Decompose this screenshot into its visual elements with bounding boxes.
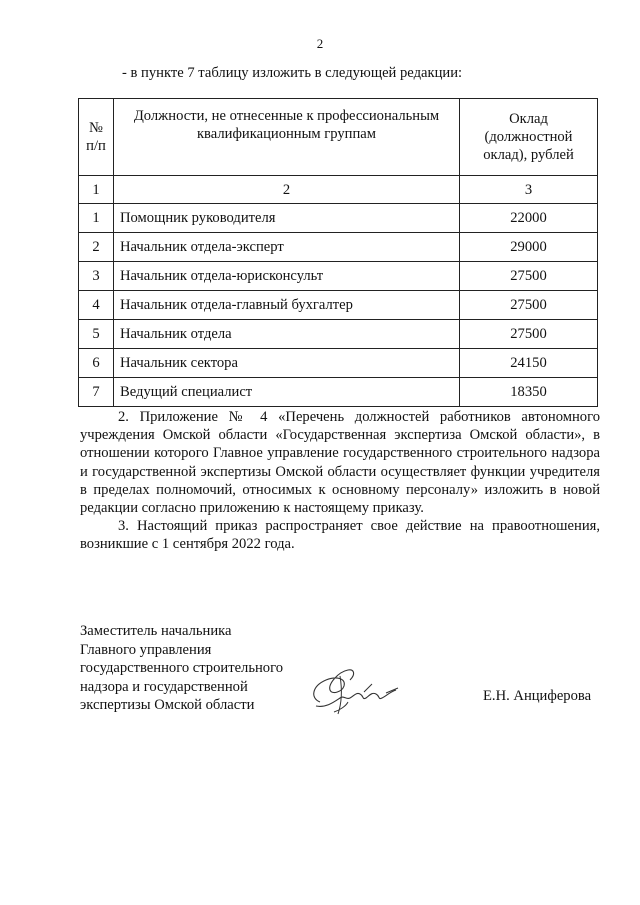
signatory-title-line: Главного управления [80, 641, 212, 658]
column-number: 3 [460, 176, 598, 204]
row-salary: 27500 [460, 320, 598, 349]
signatory-title-line: государственного строительного [80, 660, 284, 677]
row-salary: 24150 [460, 349, 598, 378]
table-row [79, 378, 598, 407]
row-position: Помощник руководителя [114, 204, 460, 233]
row-salary: 27500 [460, 262, 598, 291]
row-salary: 29000 [460, 233, 598, 262]
table-row [79, 349, 598, 378]
row-position: Ведущий специалист [114, 378, 460, 407]
header-position: Должности, не отнесенные к профессиональным квалификационным группам [114, 99, 460, 176]
table-row [79, 320, 598, 349]
row-salary: 18350 [460, 378, 598, 407]
intro-text: - в пункте 7 таблицу изложить в следующей редакции: [122, 65, 463, 81]
paragraph-3: 3. Настоящий приказ распространяет свое действие на правоотношения, возникшие с 1 сентября 2022 года. [80, 518, 600, 553]
column-number: 1 [79, 176, 114, 204]
header-num: № п/п [79, 99, 114, 176]
column-number: 2 [114, 176, 460, 204]
row-num: 7 [79, 378, 114, 407]
page-number: 2 [316, 36, 324, 51]
signatory-title-line: надзора и государственной [80, 678, 248, 695]
table-row [79, 291, 598, 320]
signer-name: Е.Н. Анциферова [483, 688, 592, 704]
paragraph-2: 2. Приложение № 4 «Перечень должностей работников автономного учреждения Омской области «Государственная экспертиза Омской области», в отношении которого Главное управление государственного строительного надзора и государственной экспертизы Омской области осуществляет функции учредителя в пределах полномочий, относимых к основному персоналу» изложить в новой редакции согласно приложению к настоящему приказу. [80, 409, 600, 517]
salary-table [78, 98, 598, 407]
row-position: Начальник отдела-эксперт [114, 233, 460, 262]
handwritten-signature [306, 662, 406, 720]
table-row [79, 233, 598, 262]
table-row [79, 262, 598, 291]
row-position: Начальник отдела-юрисконсульт [114, 262, 460, 291]
signatory-title-line: Заместитель начальника [80, 623, 232, 639]
row-num: 2 [79, 233, 114, 262]
row-num: 6 [79, 349, 114, 378]
column-number-row [79, 176, 598, 204]
row-num: 5 [79, 320, 114, 349]
signatory-title-line: экспертизы Омской области [80, 697, 255, 714]
row-num: 4 [79, 291, 114, 320]
row-position: Начальник сектора [114, 349, 460, 378]
row-salary: 27500 [460, 291, 598, 320]
row-num: 3 [79, 262, 114, 291]
row-num: 1 [79, 204, 114, 233]
body-text [80, 408, 600, 554]
table-header-row [79, 99, 598, 176]
header-salary: Оклад (должностной оклад), рублей [460, 99, 598, 176]
row-position: Начальник отдела [114, 320, 460, 349]
table-row [79, 204, 598, 233]
signatory-title [80, 622, 283, 715]
row-position: Начальник отдела-главный бухгалтер [114, 291, 460, 320]
row-salary: 22000 [460, 204, 598, 233]
